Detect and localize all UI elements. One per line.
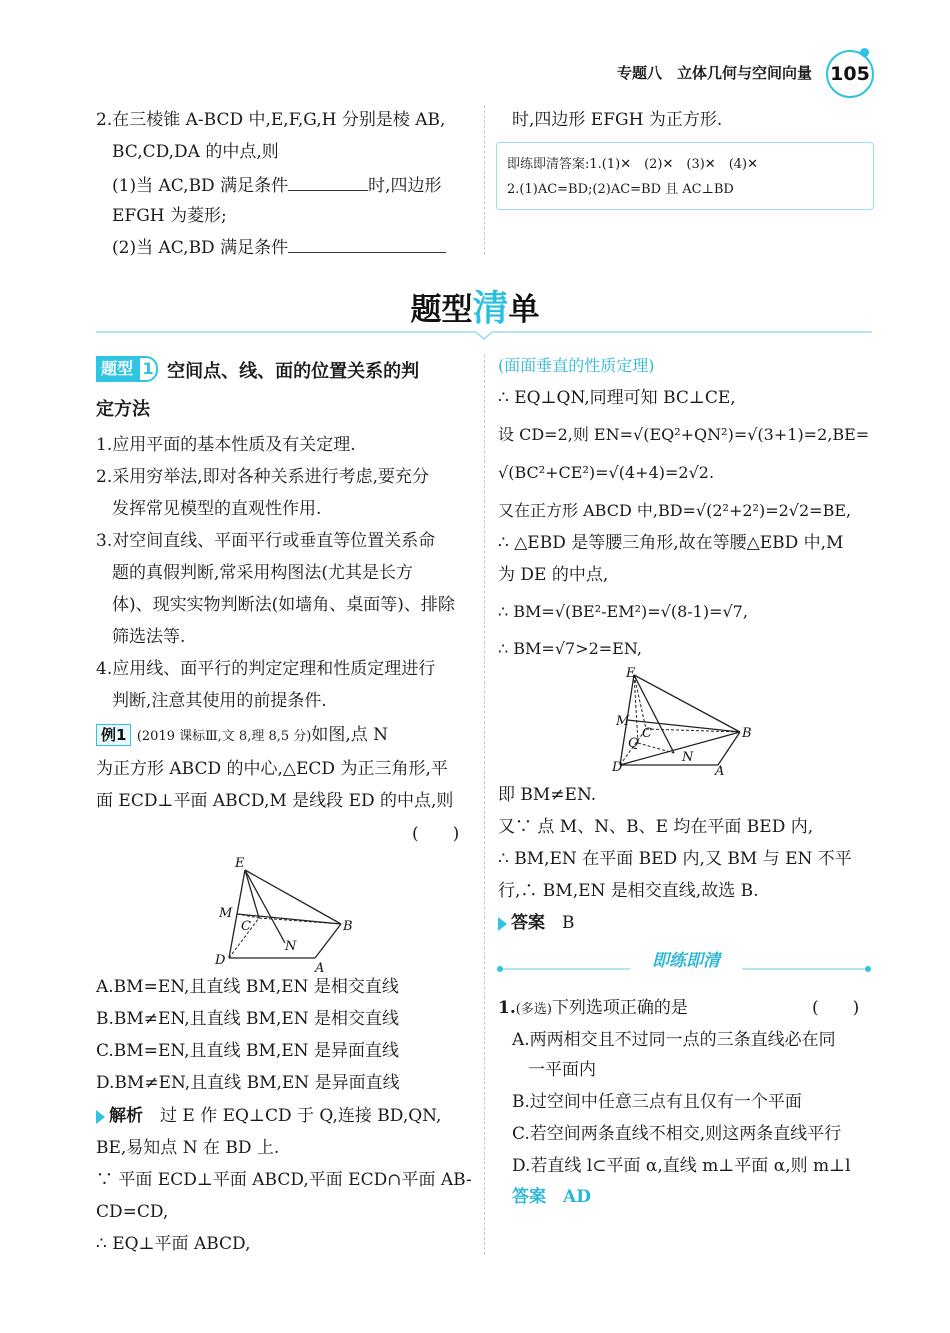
rc-answer-label: 答案 bbox=[511, 913, 545, 933]
example1-line2: 为正方形 ABCD 的中心,△ECD 为正三角形,平 bbox=[96, 759, 448, 779]
type1-item3b: 题的真假判断,常采用构图法(尤其是长方 bbox=[112, 563, 414, 583]
type1-item1: 1.应用平面的基本性质及有关定理. bbox=[96, 435, 356, 455]
banner-part1: 题型 bbox=[410, 292, 473, 328]
rc-line5: ∴ △EBD 是等腰三角形,故在等腰△EBD 中,M bbox=[498, 533, 844, 553]
column-divider-top bbox=[484, 105, 485, 255]
fig2-label-C: C bbox=[642, 726, 652, 741]
rc-line6: 为 DE 的中点, bbox=[498, 565, 609, 585]
type1-item4a: 4.应用线、面平行的判定定理和性质定理进行 bbox=[96, 659, 436, 679]
q1-option-A2: 一平面内 bbox=[528, 1060, 596, 1080]
q1-option-A1: A.两两相交且不过同一点的三条直线必在同 bbox=[512, 1030, 836, 1050]
q1-option-D: D.若直线 l⊂平面 α,直线 m⊥平面 α,则 m⊥l bbox=[512, 1156, 851, 1176]
q1-number: 1. bbox=[498, 998, 516, 1018]
fig2-label-Q: Q bbox=[628, 736, 639, 751]
fig2-label-B: B bbox=[742, 726, 752, 741]
fig2-label-D: D bbox=[612, 760, 623, 775]
answer-box-line2: 2.(1)AC=BD;(2)AC=BD 且 AC⊥BD bbox=[507, 182, 734, 197]
analysis-text1: 过 E 作 EQ⊥CD 于 Q,连接 BD,QN, bbox=[160, 1106, 442, 1126]
example-source: (2019 课标Ⅲ,文 8,理 8,5 分) bbox=[136, 729, 312, 744]
q1-tag: (多选) bbox=[515, 1002, 552, 1017]
practice-heading: 即练即清 bbox=[630, 948, 742, 974]
problem2-line6: 时,四边形 EFGH 为正方形. bbox=[512, 110, 723, 130]
fig2-label-A: A bbox=[715, 764, 725, 777]
fig1-label-N: N bbox=[285, 939, 297, 954]
analysis-triangle-icon bbox=[96, 1110, 105, 1124]
rc-line1: ∴ EQ⊥QN,同理可知 BC⊥CE, bbox=[498, 388, 736, 408]
analysis-line3: ∵ 平面 ECD⊥平面 ABCD,平面 ECD∩平面 AB- bbox=[96, 1170, 472, 1190]
q1-paren: ( ) bbox=[812, 998, 860, 1018]
analysis-label: 解析 bbox=[109, 1106, 143, 1126]
page-number: 105 bbox=[826, 50, 874, 98]
fig1-label-E: E bbox=[235, 856, 245, 871]
banner-rule bbox=[96, 326, 872, 342]
fig1-label-D: D bbox=[215, 953, 226, 968]
example1-figure bbox=[205, 850, 365, 972]
rc-line3: √(BC²+CE²)=√(4+4)=2√2. bbox=[498, 463, 715, 482]
header-topic: 专题八 立体几何与空间向量 bbox=[616, 64, 812, 82]
q1-option-C: C.若空间两条直线不相交,则这两条直线平行 bbox=[512, 1124, 842, 1144]
q1-answer-value: AD bbox=[563, 1187, 591, 1207]
problem2-line3b: 时,四边形 bbox=[368, 176, 442, 196]
banner-part3: 单 bbox=[508, 292, 540, 328]
rc-line8: ∴ BM=√7>2=EN, bbox=[498, 639, 642, 658]
page-dot-decoration bbox=[860, 48, 869, 57]
type1-item2b: 发挥常见模型的直观性作用. bbox=[112, 499, 322, 519]
option-A: A.BM=EN,且直线 BM,EN 是相交直线 bbox=[96, 977, 399, 997]
practice-q1 bbox=[498, 996, 688, 1022]
type1-item2a: 2.采用穷举法,即对各种关系进行考虑,要充分 bbox=[96, 467, 430, 487]
q1-answer bbox=[512, 1185, 591, 1209]
rc-line11: ∴ BM,EN 在平面 BED 内,又 BM 与 EN 不平 bbox=[498, 849, 852, 869]
problem2-line5-text: (2)当 AC,BD 满足条件 bbox=[112, 238, 289, 258]
analysis-line5: ∴ EQ⊥平面 ABCD, bbox=[96, 1234, 251, 1254]
rc-answer bbox=[498, 911, 575, 935]
type-tag: 题型 bbox=[96, 356, 138, 382]
q1-answer-label: 答案 bbox=[512, 1187, 546, 1207]
fig2-label-M: M bbox=[616, 714, 630, 729]
fig1-label-A: A bbox=[315, 961, 325, 972]
rc-line12: 行,∴ BM,EN 是相交直线,故选 B. bbox=[498, 881, 759, 901]
rc-line10: 又∵ 点 M、N、B、E 均在平面 BED 内, bbox=[498, 817, 814, 837]
type1-item3d: 筛选法等. bbox=[112, 627, 186, 647]
column-divider-main bbox=[484, 355, 485, 1255]
fig2-label-E: E bbox=[626, 666, 636, 681]
fig1-label-M: M bbox=[219, 906, 233, 921]
example1-paren: ( ) bbox=[412, 824, 460, 844]
problem2-line3a: (1)当 AC,BD 满足条件 bbox=[112, 176, 289, 196]
blank-2[interactable] bbox=[288, 234, 446, 253]
type1-item4b: 判断,注意其使用的前提条件. bbox=[112, 691, 327, 711]
banner-part2: 清 bbox=[472, 288, 509, 329]
rc-line7: ∴ BM=√(BE²-EM²)=√(8-1)=√7, bbox=[498, 602, 748, 621]
q1-option-B: B.过空间中任意三点有且仅有一个平面 bbox=[512, 1092, 802, 1112]
type1-title1: 空间点、线、面的位置关系的判 bbox=[167, 360, 420, 382]
theorem-note: (面面垂直的性质定理) bbox=[498, 356, 655, 375]
option-C: C.BM=EN,且直线 BM,EN 是异面直线 bbox=[96, 1041, 399, 1061]
problem2-line3 bbox=[112, 172, 442, 198]
type-number: 1 bbox=[138, 356, 158, 382]
section-banner-title bbox=[380, 280, 570, 330]
problem2-line1: 2.在三棱锥 A-BCD 中,E,F,G,H 分别是棱 AB, bbox=[96, 110, 446, 130]
analysis-figure bbox=[612, 665, 762, 777]
answer-box-line1: 即练即清答案:1.(1)✕ (2)✕ (3)✕ (4)✕ bbox=[507, 157, 759, 172]
blank-1[interactable] bbox=[288, 172, 368, 191]
problem2-line4: EFGH 为菱形; bbox=[112, 206, 227, 226]
answer-triangle-icon bbox=[498, 917, 507, 931]
problem2-line2: BC,CD,DA 的中点,则 bbox=[112, 142, 279, 162]
option-B: B.BM≠EN,且直线 BM,EN 是相交直线 bbox=[96, 1009, 400, 1029]
example-label: 例1 bbox=[96, 724, 131, 746]
answer-box bbox=[496, 142, 874, 210]
analysis-line1 bbox=[96, 1104, 441, 1128]
fig1-label-B: B bbox=[343, 919, 353, 934]
fig2-label-N: N bbox=[682, 750, 694, 765]
option-D: D.BM≠EN,且直线 BM,EN 是异面直线 bbox=[96, 1073, 400, 1093]
rc-answer-value: B bbox=[562, 913, 575, 933]
analysis-line2: BE,易知点 N 在 BD 上. bbox=[96, 1138, 280, 1158]
type1-item3c: 体)、现实实物判断法(如墙角、桌面等)、排除 bbox=[112, 595, 455, 615]
type1-item3a: 3.对空间直线、平面平行或垂直等位置关系命 bbox=[96, 531, 436, 551]
q1-text: 下列选项正确的是 bbox=[551, 998, 688, 1018]
example1-line1 bbox=[96, 723, 388, 749]
analysis-line4: CD=CD, bbox=[96, 1202, 169, 1222]
rc-line4: 又在正方形 ABCD 中,BD=√(2²+2²)=2√2=BE, bbox=[498, 501, 852, 520]
type1-title2: 定方法 bbox=[96, 399, 150, 420]
example1-line3: 面 ECD⊥平面 ABCD,M 是线段 ED 的中点,则 bbox=[96, 791, 454, 811]
fig1-label-C: C bbox=[241, 919, 251, 934]
rc-line2: 设 CD=2,则 EN=√(EQ²+QN²)=√(3+1)=2,BE= bbox=[498, 425, 870, 444]
example-line1-rest: 如图,点 N bbox=[311, 725, 389, 745]
rc-line9: 即 BM≠EN. bbox=[498, 785, 597, 805]
problem2-line5 bbox=[112, 234, 446, 260]
type1-header bbox=[96, 356, 419, 383]
